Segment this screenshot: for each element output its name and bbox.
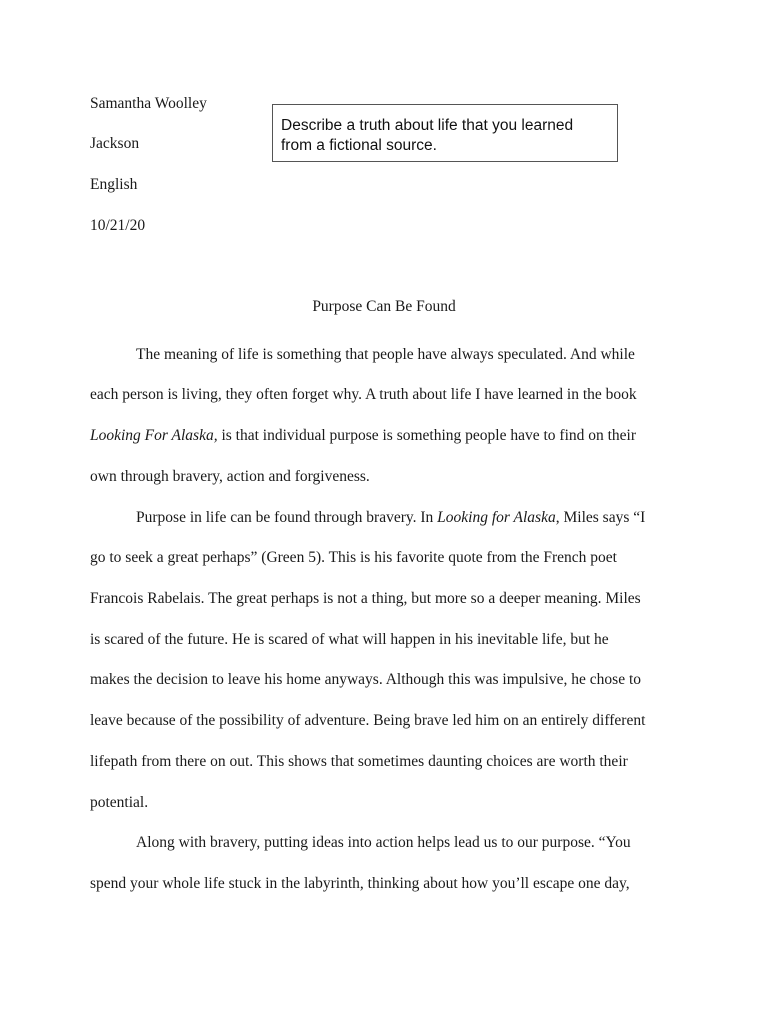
body-line: is scared of the future. He is scared of what will happen in his inevitable life, but he <box>90 631 609 648</box>
body-line-text: , Miles says “I <box>555 509 646 526</box>
body-line-text: is that individual purpose is something people have to find on their <box>217 427 637 444</box>
body-line: potential. <box>90 794 149 811</box>
prompt-box <box>272 104 618 162</box>
teacher-name: Jackson <box>90 135 140 152</box>
essay-date: 10/21/20 <box>90 217 146 234</box>
body-line: makes the decision to leave his home anyways. Although this was impulsive, he chose to <box>90 671 642 688</box>
body-line: each person is living, they often forget why. A truth about life I have learned in the book <box>90 386 637 403</box>
prompt-line-2: from a fictional source. <box>281 137 437 154</box>
body-line: The meaning of life is something that people have always speculated. And while <box>136 346 635 363</box>
body-line: Francois Rabelais. The great perhaps is not a thing, but more so a deeper meaning. Miles <box>90 590 641 607</box>
body-line: lifepath from there on out. This shows that sometimes daunting choices are worth their <box>90 753 628 770</box>
body-line <box>90 426 636 446</box>
body-line <box>136 508 645 528</box>
author-name: Samantha Woolley <box>90 95 207 112</box>
course-name: English <box>90 176 138 193</box>
body-line: spend your whole life stuck in the labyrinth, thinking about how you’ll escape one day, <box>90 875 630 892</box>
body-line: go to seek a great perhaps” (Green 5). This is his favorite quote from the French poet <box>90 549 617 566</box>
book-title-italic: Looking For Alaska, <box>90 427 218 444</box>
body-line: Along with bravery, putting ideas into action helps lead us to our purpose. “You <box>136 834 631 851</box>
prompt-line-1: Describe a truth about life that you learned <box>281 117 574 134</box>
body-line: own through bravery, action and forgiveness. <box>90 468 370 485</box>
book-title-italic: Looking for Alaska <box>437 509 556 526</box>
essay-title: Purpose Can Be Found <box>312 298 456 315</box>
body-line-text: Purpose in life can be found through bravery. In <box>136 509 438 526</box>
body-line: leave because of the possibility of adventure. Being brave led him on an entirely different <box>90 712 646 729</box>
